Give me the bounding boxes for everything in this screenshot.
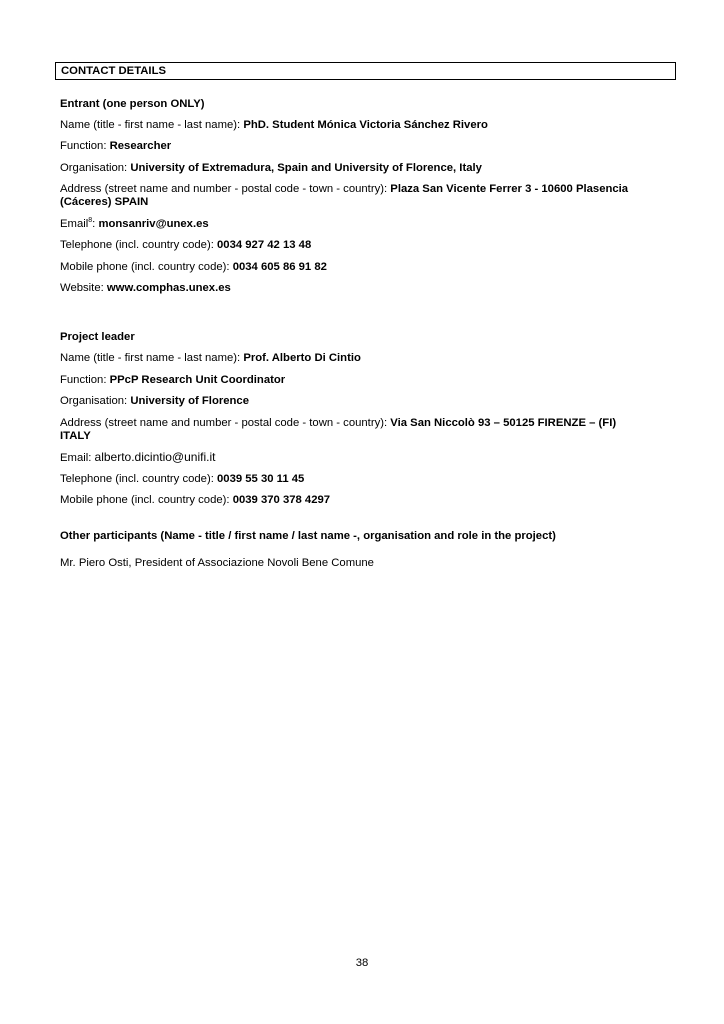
project-leader-email-label: Email: (60, 452, 95, 464)
entrant-telephone (60, 239, 670, 253)
entrant-heading: Entrant (one person ONLY) (60, 98, 205, 110)
entrant-name-label: Name (title - first name - last name): (60, 119, 244, 131)
project-leader-address-value-2: ITALY (60, 430, 91, 442)
entrant-mobile-value: 0034 605 86 91 82 (232, 261, 327, 273)
entrant-telephone-label: Telephone (incl. country code): (60, 239, 217, 251)
project-leader-organisation (60, 395, 670, 409)
project-leader-heading: Project leader (60, 331, 135, 343)
project-leader-telephone-value: 0039 55 30 11 45 (217, 473, 305, 485)
entrant-organisation (60, 162, 670, 176)
other-participants-heading: Other participants (Name - title / first name / last name -, organisation and role in the project) (60, 530, 556, 542)
project-leader-address-value-1: Via San Niccolò 93 – 50125 FIRENZE – (FI) (390, 417, 617, 429)
entrant-function-value: Researcher (109, 140, 172, 152)
entrant-address-value-1: Plaza San Vicente Ferrer 3 - 10600 Plasencia (390, 183, 629, 195)
project-leader-telephone-label: Telephone (incl. country code): (60, 473, 217, 485)
page-number: 38 (355, 957, 369, 969)
entrant-website-label: Website: (60, 282, 107, 294)
project-leader-address-label: Address (street name and number - postal code - town - country): (60, 417, 391, 429)
project-leader-name-label: Name (title - first name - last name): (60, 352, 244, 364)
entrant-organisation-value: University of Extremadura, Spain and University of Florence, Italy (130, 162, 482, 174)
entrant-address-label: Address (street name and number - postal code - town - country): (60, 183, 391, 195)
entrant-function-label: Function: (60, 140, 110, 152)
entrant-organisation-label: Organisation: (60, 162, 131, 174)
project-leader-organisation-value: University of Florence (130, 395, 249, 407)
project-leader-organisation-label: Organisation: (60, 395, 131, 407)
entrant-address-value-2: (Cáceres) SPAIN (60, 196, 149, 208)
other-participants-text: Mr. Piero Osti, President of Associazione Novoli Bene Comune (60, 557, 374, 569)
section-title: CONTACT DETAILS (55, 62, 676, 80)
project-leader-function-label: Function: (60, 374, 110, 386)
entrant-mobile-label: Mobile phone (incl. country code): (60, 261, 233, 273)
entrant-telephone-value: 0034 927 42 13 48 (217, 239, 312, 251)
entrant-email-separator: : (92, 218, 99, 230)
project-leader-mobile-value: 0039 370 378 4297 (232, 494, 331, 506)
entrant-website-value[interactable]: www.comphas.unex.es (106, 282, 231, 294)
entrant-address (60, 183, 670, 197)
entrant-website (60, 282, 670, 296)
project-leader-function-value: PPcP Research Unit Coordinator (109, 374, 286, 386)
project-leader-mobile-label: Mobile phone (incl. country code): (60, 494, 233, 506)
entrant-email-label: Email (60, 218, 89, 230)
project-leader-name-value: Prof. Alberto Di Cintio (243, 352, 361, 364)
entrant-mobile (60, 261, 670, 275)
project-leader-mobile (60, 494, 670, 508)
project-leader-function (60, 374, 670, 388)
project-leader-email-value[interactable]: alberto.dicintio@unifi.it (94, 450, 216, 464)
entrant-email-footnote: 8 (88, 217, 93, 225)
entrant-email-value[interactable]: monsanriv@unex.es (98, 218, 209, 230)
project-leader-name (60, 352, 670, 366)
entrant-name (60, 119, 670, 133)
project-leader-telephone (60, 473, 670, 487)
project-leader-email (60, 451, 670, 466)
entrant-function (60, 140, 670, 154)
entrant-email (60, 218, 670, 232)
project-leader-address (60, 417, 670, 431)
entrant-name-value: PhD. Student Mónica Victoria Sánchez Rivero (243, 119, 488, 131)
